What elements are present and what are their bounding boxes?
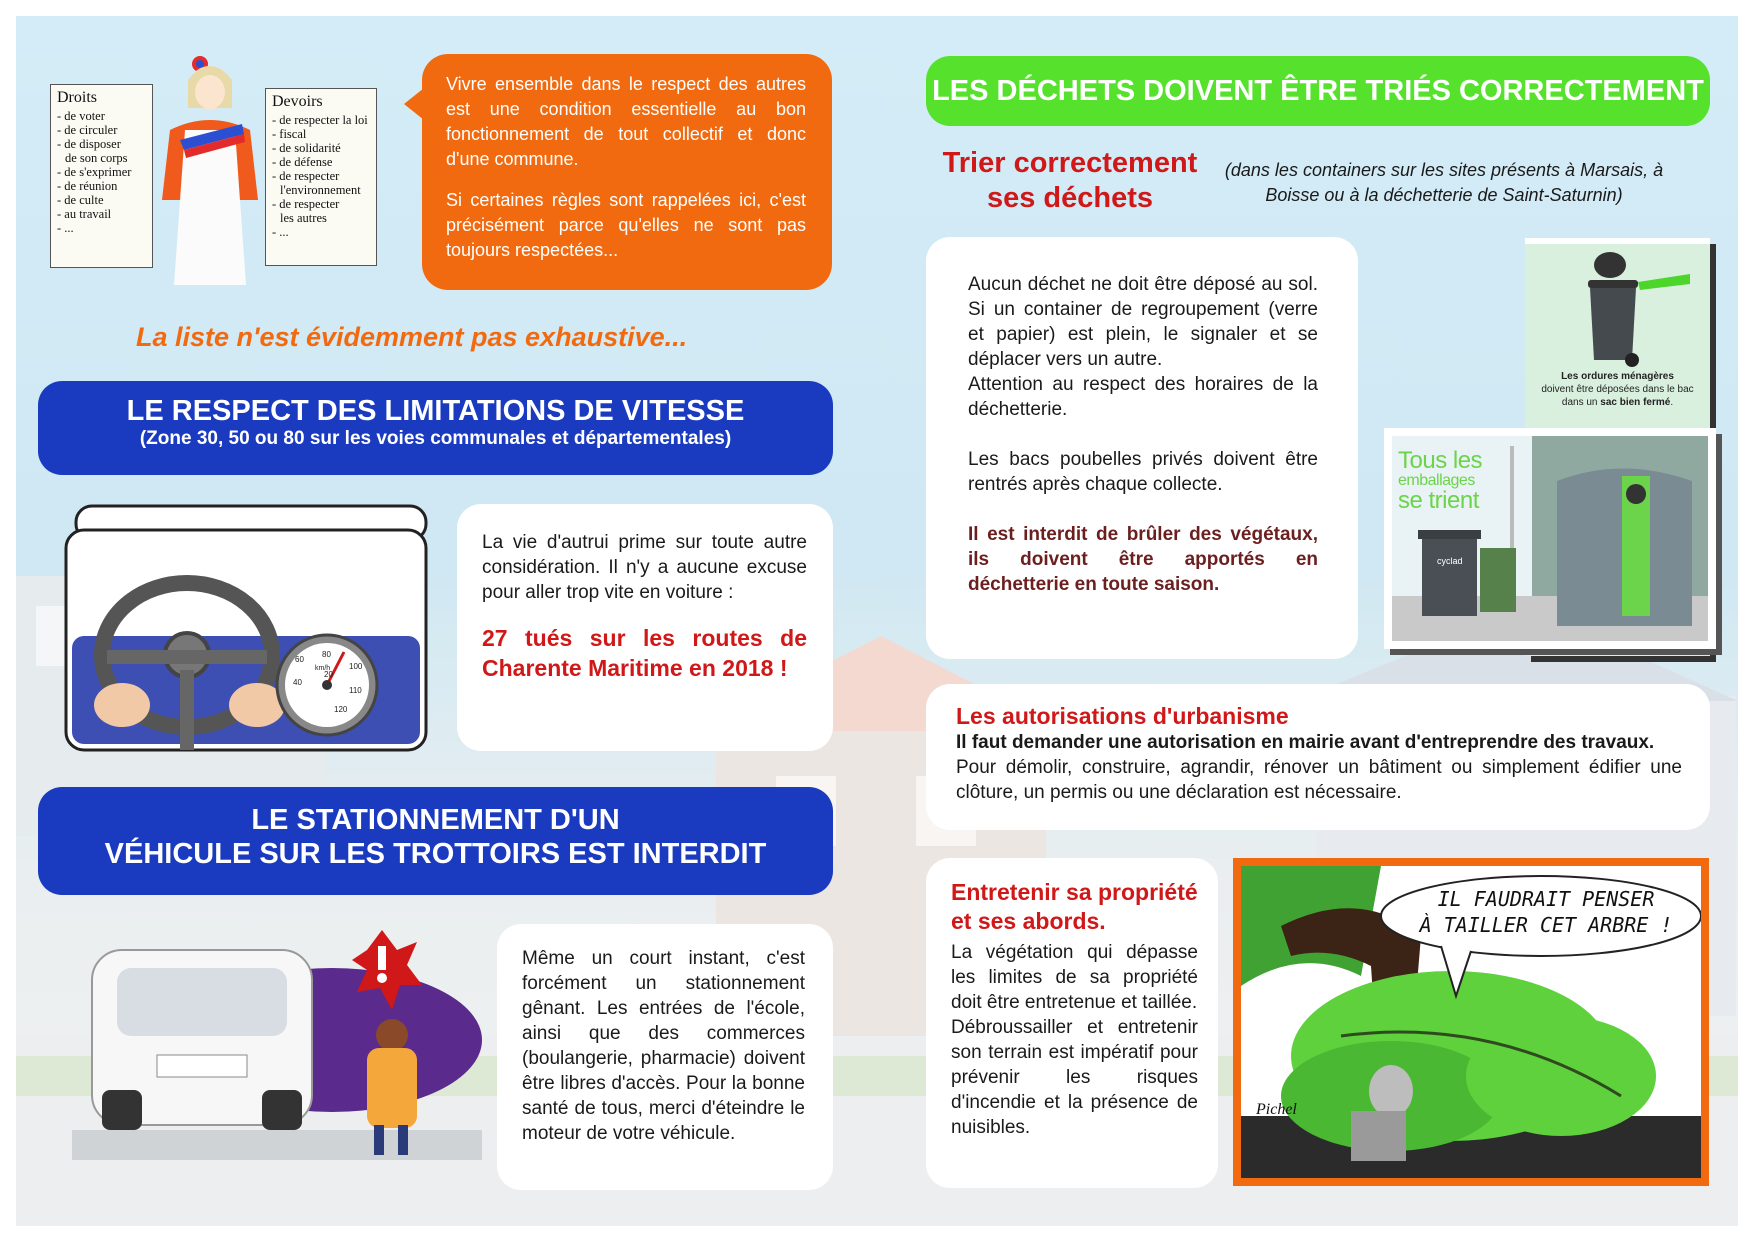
waste-title: LES DÉCHETS DOIVENT ÊTRE TRIÉS CORRECTEMENT xyxy=(932,75,1704,107)
speed-banner xyxy=(38,381,833,475)
waste-paragraph-3: Les bacs poubelles privés doivent être rentrés après chaque collecte. xyxy=(968,449,1318,495)
urban-bold-text: Il faut demander une autorisation en mairie avant d'entreprendre des travaux. xyxy=(956,732,1655,753)
waste-subtitle-line2: ses déchets xyxy=(986,182,1154,214)
speed-card xyxy=(457,504,833,751)
poster-caption xyxy=(1525,370,1710,409)
speed-highlight: 27 tués sur les routes de Charente Maritime en 2018 ! xyxy=(482,625,807,681)
cartoon-signature: Pichel xyxy=(1256,1101,1297,1118)
waste-note: (dans les containers sur les sites présents à Marsais, à Boisse ou à la déchetterie de Saint-Saturnin) xyxy=(1224,160,1664,205)
intro-speech-bubble xyxy=(422,54,832,290)
property-paragraph-2: Débroussailler et entretenir son terrain est impératif pour prévenir les risques d'incendie et la présence de nuisibles. xyxy=(951,1017,1198,1138)
waste-paragraph-2: Attention au respect des horaires de la déchetterie. xyxy=(968,374,1318,420)
cartoon-speech-bubble xyxy=(1411,886,1681,938)
rights-item: - au travail xyxy=(57,207,112,221)
waste-subtitle-line1: Trier correctement xyxy=(942,147,1198,179)
sort-slogan-line3: se trient xyxy=(1398,487,1479,514)
rights-item: - de disposer xyxy=(57,137,121,151)
rights-item: - de circuler xyxy=(57,123,118,137)
duties-scroll xyxy=(265,88,377,266)
poster-caption-line2: doivent être déposées dans le bac xyxy=(1541,384,1694,395)
rights-title: Droits xyxy=(57,89,97,106)
rights-item: - de voter xyxy=(57,109,105,123)
waste-card xyxy=(926,237,1358,659)
gauge-unit: km/h xyxy=(315,665,331,672)
tree-cartoon xyxy=(1233,858,1709,1186)
duties-item: les autres xyxy=(280,211,327,225)
parked-car-illustration xyxy=(62,930,482,1160)
gauge-label-110: 110 xyxy=(349,686,362,695)
gauge-label-20: 20 xyxy=(324,670,333,679)
recycling-bins-illustration xyxy=(1392,436,1708,641)
steering-wheel-illustration xyxy=(62,500,432,755)
parking-card xyxy=(497,924,833,1190)
waste-banner xyxy=(926,56,1710,126)
urban-card xyxy=(926,684,1710,830)
speech-bubble-tail xyxy=(404,88,424,120)
sort-slogan-line2: emballages xyxy=(1398,472,1475,489)
duties-item: - ... xyxy=(272,225,289,239)
urban-title: Les autorisations d'urbanisme xyxy=(956,703,1289,729)
poster-caption-line3-bold: sac bien fermé xyxy=(1600,397,1671,408)
rights-item: - ... xyxy=(57,221,74,235)
gauge-label-80: 80 xyxy=(322,650,331,659)
duties-item: - de défense xyxy=(272,155,333,169)
duties-item: - de solidarité xyxy=(272,141,341,155)
parking-title-line1: LE STATIONNEMENT D'UN xyxy=(251,804,620,836)
duties-item: l'environnement xyxy=(280,183,361,197)
property-title: Entretenir sa propriété et ses abords. xyxy=(951,879,1198,934)
rights-item: de son corps xyxy=(65,151,128,165)
recycling-photo xyxy=(1384,428,1716,649)
speed-subtitle: (Zone 30, 50 ou 80 sur les voies communales et départementales) xyxy=(139,428,732,449)
rights-scroll xyxy=(50,84,153,268)
speed-title: LE RESPECT DES LIMITATIONS DE VITESSE xyxy=(126,395,745,427)
waste-subtitle xyxy=(940,146,1200,216)
rights-item: - de culte xyxy=(57,193,104,207)
poster-caption-line3-prefix: dans un xyxy=(1561,397,1601,408)
cartoon-line2: À TAILLER CET ARBRE ! xyxy=(1419,913,1673,937)
gauge-label-120: 120 xyxy=(334,705,348,714)
waste-paragraph-4: Il est interdit de brûler des végétaux, ils doivent être apportés en déchetterie en toute saison. xyxy=(968,524,1318,595)
gauge-label-60: 60 xyxy=(295,655,304,664)
parking-banner xyxy=(38,787,833,895)
parking-title-line2: VÉHICULE SUR LES TROTTOIRS EST INTERDIT xyxy=(104,838,767,870)
cartoon-line1: IL FAUDRAIT PENSER xyxy=(1437,887,1655,911)
duties-item: - fiscal xyxy=(272,127,307,141)
bin-brand: cyclad xyxy=(1437,556,1463,566)
intro-tagline: La liste n'est évidemment pas exhaustive... xyxy=(136,322,688,352)
waste-paragraph-1: Aucun déchet ne doit être déposé au sol. Si un container de regroupement (verre et papier) est plein, le signaler et se déplacer vers un autre. xyxy=(968,274,1318,370)
speed-text: La vie d'autrui prime sur toute autre considération. Il n'y a aucune excuse pour aller trop vite en voiture : xyxy=(482,532,807,603)
intro-paragraph-2: Si certaines règles sont rappelées ici, c'est précisément parce qu'elles ne sont pas toujours respectées... xyxy=(446,190,806,260)
rights-item: - de s'exprimer xyxy=(57,165,132,179)
gauge-label-40: 40 xyxy=(293,678,302,687)
duties-title: Devoirs xyxy=(272,93,323,110)
poster-caption-line1: Les ordures ménagères xyxy=(1561,371,1674,382)
property-paragraph-1: La végétation qui dépasse les limites de sa propriété doit être entretenue et taillée. xyxy=(951,942,1198,1013)
duties-item: - de respecter xyxy=(272,169,340,183)
parking-text: Même un court instant, c'est forcément un stationnement gênant. Les entrées de l'école, ainsi que des commerces (boulangerie, pharmacie) doivent être libres d'accès. Pour la bonne santé de tous, merci d'éteindre le moteur de votre véhicule. xyxy=(522,948,805,1144)
marianne-illustration xyxy=(150,50,270,290)
urban-text: Pour démolir, construire, agrandir, rénover un bâtiment ou simplement édifier une clôture, un permis ou une déclaration est nécessaire. xyxy=(956,757,1682,803)
rights-item: - de réunion xyxy=(57,179,118,193)
poster-caption-line3 xyxy=(1525,396,1710,409)
property-card xyxy=(926,858,1218,1188)
sort-slogan-line1: Tous les xyxy=(1398,447,1483,474)
trash-bin-icon xyxy=(1580,250,1700,370)
intro-paragraph-1: Vivre ensemble dans le respect des autres est une condition essentielle au bon fonctionnement de tout collectif et donc d'une commune. xyxy=(446,74,806,169)
duties-item: - de respecter la loi xyxy=(272,113,368,127)
poster-caption-line3-suffix: . xyxy=(1670,397,1674,408)
duties-item: - de respecter xyxy=(272,197,340,211)
gauge-label-100: 100 xyxy=(349,662,363,671)
